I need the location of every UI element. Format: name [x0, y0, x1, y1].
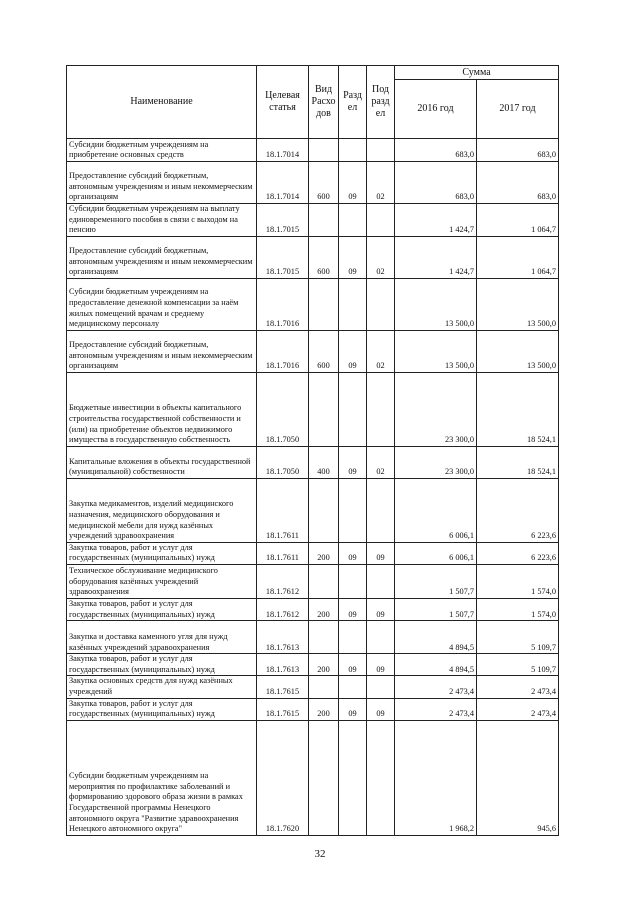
- row-name: Субсидии бюджетным учреждениям на выплату единовременного пособия в связи с выходом на пенсию: [67, 204, 257, 237]
- row-name: Закупка товаров, работ и услуг для государственных (муниципальных) нужд: [67, 598, 257, 620]
- row-amount-2016: 1 507,7: [395, 598, 477, 620]
- row-amount-2017: 683,0: [477, 162, 559, 204]
- row-name: Предоставление субсидий бюджетным, автономным учреждениям и иным некоммерческим организациям: [67, 162, 257, 204]
- table-row: [67, 598, 559, 620]
- row-target-article: 18.1.7014: [257, 139, 309, 162]
- table-row: [67, 654, 559, 676]
- table-row: [67, 621, 559, 654]
- row-amount-2016: 683,0: [395, 139, 477, 162]
- row-expense-type: [309, 139, 339, 162]
- header-row-1: [67, 66, 559, 80]
- row-expense-type: [309, 621, 339, 654]
- row-amount-2016: 23 300,0: [395, 372, 477, 446]
- row-amount-2017: 13 500,0: [477, 330, 559, 372]
- row-name: Субсидии бюджетным учреждениям на мероприятия по профилактике заболеваний и формированию здорового образа жизни в рамках Государственной программы Ненецкого автономного округа "Развитие здравоохранения Ненецкого автономного округа": [67, 720, 257, 835]
- row-expense-type: [309, 372, 339, 446]
- row-section: 09: [339, 698, 367, 720]
- row-amount-2017: 5 109,7: [477, 654, 559, 676]
- row-amount-2016: 4 894,5: [395, 654, 477, 676]
- row-target-article: 18.1.7015: [257, 236, 309, 278]
- row-subsection: [367, 478, 395, 542]
- header-expense-type: Вид Расхо дов: [309, 66, 339, 139]
- table-row: [67, 372, 559, 446]
- row-expense-type: [309, 720, 339, 835]
- row-amount-2017: 1 574,0: [477, 598, 559, 620]
- row-amount-2016: 6 006,1: [395, 478, 477, 542]
- row-subsection: 02: [367, 330, 395, 372]
- table-row: [67, 564, 559, 598]
- row-section: [339, 621, 367, 654]
- row-name: Субсидии бюджетным учреждениям на предоставление денежной компенсации за наём жилых помещений врачам и среднему медицинскому персоналу: [67, 278, 257, 330]
- row-expense-type: [309, 564, 339, 598]
- row-amount-2017: 6 223,6: [477, 478, 559, 542]
- row-name: Субсидии бюджетным учреждениям на приобретение основных средств: [67, 139, 257, 162]
- header-year-2016: 2016 год: [395, 80, 477, 139]
- row-amount-2016: 13 500,0: [395, 278, 477, 330]
- row-name: Предоставление субсидий бюджетным, автономным учреждениям и иным некоммерческим организациям: [67, 330, 257, 372]
- row-name: Закупка и доставка каменного угля для нужд казённых учреждений здравоохранения: [67, 621, 257, 654]
- table-row: [67, 204, 559, 237]
- row-section: 09: [339, 598, 367, 620]
- table-row: [67, 162, 559, 204]
- row-section: 09: [339, 236, 367, 278]
- budget-table: [66, 65, 559, 836]
- row-section: [339, 204, 367, 237]
- row-subsection: [367, 204, 395, 237]
- row-section: [339, 278, 367, 330]
- row-section: [339, 720, 367, 835]
- row-expense-type: 200: [309, 698, 339, 720]
- row-section: 09: [339, 162, 367, 204]
- row-expense-type: 400: [309, 446, 339, 478]
- row-subsection: [367, 139, 395, 162]
- row-amount-2017: 2 473,4: [477, 698, 559, 720]
- row-section: 09: [339, 330, 367, 372]
- row-subsection: 09: [367, 654, 395, 676]
- row-amount-2017: 6 223,6: [477, 542, 559, 564]
- row-target-article: 18.1.7620: [257, 720, 309, 835]
- row-subsection: 02: [367, 162, 395, 204]
- row-name: Техническое обслуживание медицинского оборудования казённых учреждений здравоохранения: [67, 564, 257, 598]
- row-target-article: 18.1.7615: [257, 676, 309, 698]
- row-name: Закупка медикаментов, изделий медицинского назначения, медицинского оборудования и медицинской мебели для нужд казённых учреждений здравоохранения: [67, 478, 257, 542]
- row-amount-2017: 1 574,0: [477, 564, 559, 598]
- row-subsection: 09: [367, 542, 395, 564]
- row-name: Закупка товаров, работ и услуг для государственных (муниципальных) нужд: [67, 542, 257, 564]
- header-year-2017: 2017 год: [477, 80, 559, 139]
- row-target-article: 18.1.7615: [257, 698, 309, 720]
- row-subsection: [367, 564, 395, 598]
- table-row: [67, 446, 559, 478]
- row-name: Предоставление субсидий бюджетным, автономным учреждениям и иным некоммерческим организациям: [67, 236, 257, 278]
- table-body: [67, 139, 559, 836]
- row-amount-2016: 2 473,4: [395, 698, 477, 720]
- row-expense-type: [309, 278, 339, 330]
- row-subsection: 02: [367, 236, 395, 278]
- table-row: [67, 139, 559, 162]
- row-expense-type: 600: [309, 236, 339, 278]
- row-subsection: 09: [367, 598, 395, 620]
- row-amount-2016: 13 500,0: [395, 330, 477, 372]
- row-section: [339, 676, 367, 698]
- header-sum: Сумма: [395, 66, 559, 80]
- table-row: [67, 720, 559, 835]
- row-name: Капитальные вложения в объекты государственной (муниципальной) собственности: [67, 446, 257, 478]
- row-amount-2016: 1 424,7: [395, 236, 477, 278]
- row-target-article: 18.1.7613: [257, 621, 309, 654]
- row-section: 09: [339, 542, 367, 564]
- row-subsection: [367, 278, 395, 330]
- row-amount-2016: 2 473,4: [395, 676, 477, 698]
- row-amount-2017: 5 109,7: [477, 621, 559, 654]
- row-section: [339, 372, 367, 446]
- row-amount-2017: 18 524,1: [477, 446, 559, 478]
- row-subsection: [367, 372, 395, 446]
- row-expense-type: 200: [309, 598, 339, 620]
- row-target-article: 18.1.7050: [257, 446, 309, 478]
- row-expense-type: 200: [309, 542, 339, 564]
- row-expense-type: [309, 676, 339, 698]
- row-subsection: [367, 676, 395, 698]
- row-section: [339, 564, 367, 598]
- row-amount-2017: 18 524,1: [477, 372, 559, 446]
- row-amount-2017: 683,0: [477, 139, 559, 162]
- row-name: Закупка товаров, работ и услуг для государственных (муниципальных) нужд: [67, 654, 257, 676]
- table-row: [67, 478, 559, 542]
- row-amount-2017: 1 064,7: [477, 204, 559, 237]
- table-row: [67, 698, 559, 720]
- row-target-article: 18.1.7016: [257, 330, 309, 372]
- row-target-article: 18.1.7015: [257, 204, 309, 237]
- table-row: [67, 330, 559, 372]
- row-target-article: 18.1.7612: [257, 564, 309, 598]
- row-subsection: 02: [367, 446, 395, 478]
- table-row: [67, 236, 559, 278]
- row-target-article: 18.1.7612: [257, 598, 309, 620]
- row-name: Закупка товаров, работ и услуг для государственных (муниципальных) нужд: [67, 698, 257, 720]
- row-amount-2016: 6 006,1: [395, 542, 477, 564]
- row-expense-type: 200: [309, 654, 339, 676]
- row-target-article: 18.1.7611: [257, 542, 309, 564]
- row-expense-type: [309, 204, 339, 237]
- row-amount-2017: 13 500,0: [477, 278, 559, 330]
- header-name: Наименование: [67, 66, 257, 139]
- row-expense-type: 600: [309, 330, 339, 372]
- row-expense-type: 600: [309, 162, 339, 204]
- table-row: [67, 542, 559, 564]
- row-section: [339, 139, 367, 162]
- row-amount-2016: 1 507,7: [395, 564, 477, 598]
- row-target-article: 18.1.7611: [257, 478, 309, 542]
- table-row: [67, 676, 559, 698]
- row-target-article: 18.1.7050: [257, 372, 309, 446]
- row-amount-2016: 1 424,7: [395, 204, 477, 237]
- header-subsection: Под разд ел: [367, 66, 395, 139]
- row-amount-2016: 683,0: [395, 162, 477, 204]
- row-section: 09: [339, 446, 367, 478]
- row-target-article: 18.1.7613: [257, 654, 309, 676]
- row-amount-2016: 1 968,2: [395, 720, 477, 835]
- row-amount-2017: 1 064,7: [477, 236, 559, 278]
- row-target-article: 18.1.7016: [257, 278, 309, 330]
- row-target-article: 18.1.7014: [257, 162, 309, 204]
- row-subsection: [367, 621, 395, 654]
- row-section: [339, 478, 367, 542]
- row-name: Бюджетные инвестиции в объекты капитального строительства государственной собственности и (или) на приобретение объектов недвижимого имущества в государственную собственность: [67, 372, 257, 446]
- row-amount-2016: 4 894,5: [395, 621, 477, 654]
- budget-table-sheet: [66, 65, 558, 836]
- row-amount-2017: 945,6: [477, 720, 559, 835]
- row-section: 09: [339, 654, 367, 676]
- header-target-article: Целевая статья: [257, 66, 309, 139]
- row-amount-2017: 2 473,4: [477, 676, 559, 698]
- page-number: 32: [314, 848, 326, 860]
- row-name: Закупка основных средств для нужд казённых учреждений: [67, 676, 257, 698]
- row-subsection: [367, 720, 395, 835]
- header-section: Разд ел: [339, 66, 367, 139]
- row-subsection: 09: [367, 698, 395, 720]
- row-expense-type: [309, 478, 339, 542]
- table-row: [67, 278, 559, 330]
- row-amount-2016: 23 300,0: [395, 446, 477, 478]
